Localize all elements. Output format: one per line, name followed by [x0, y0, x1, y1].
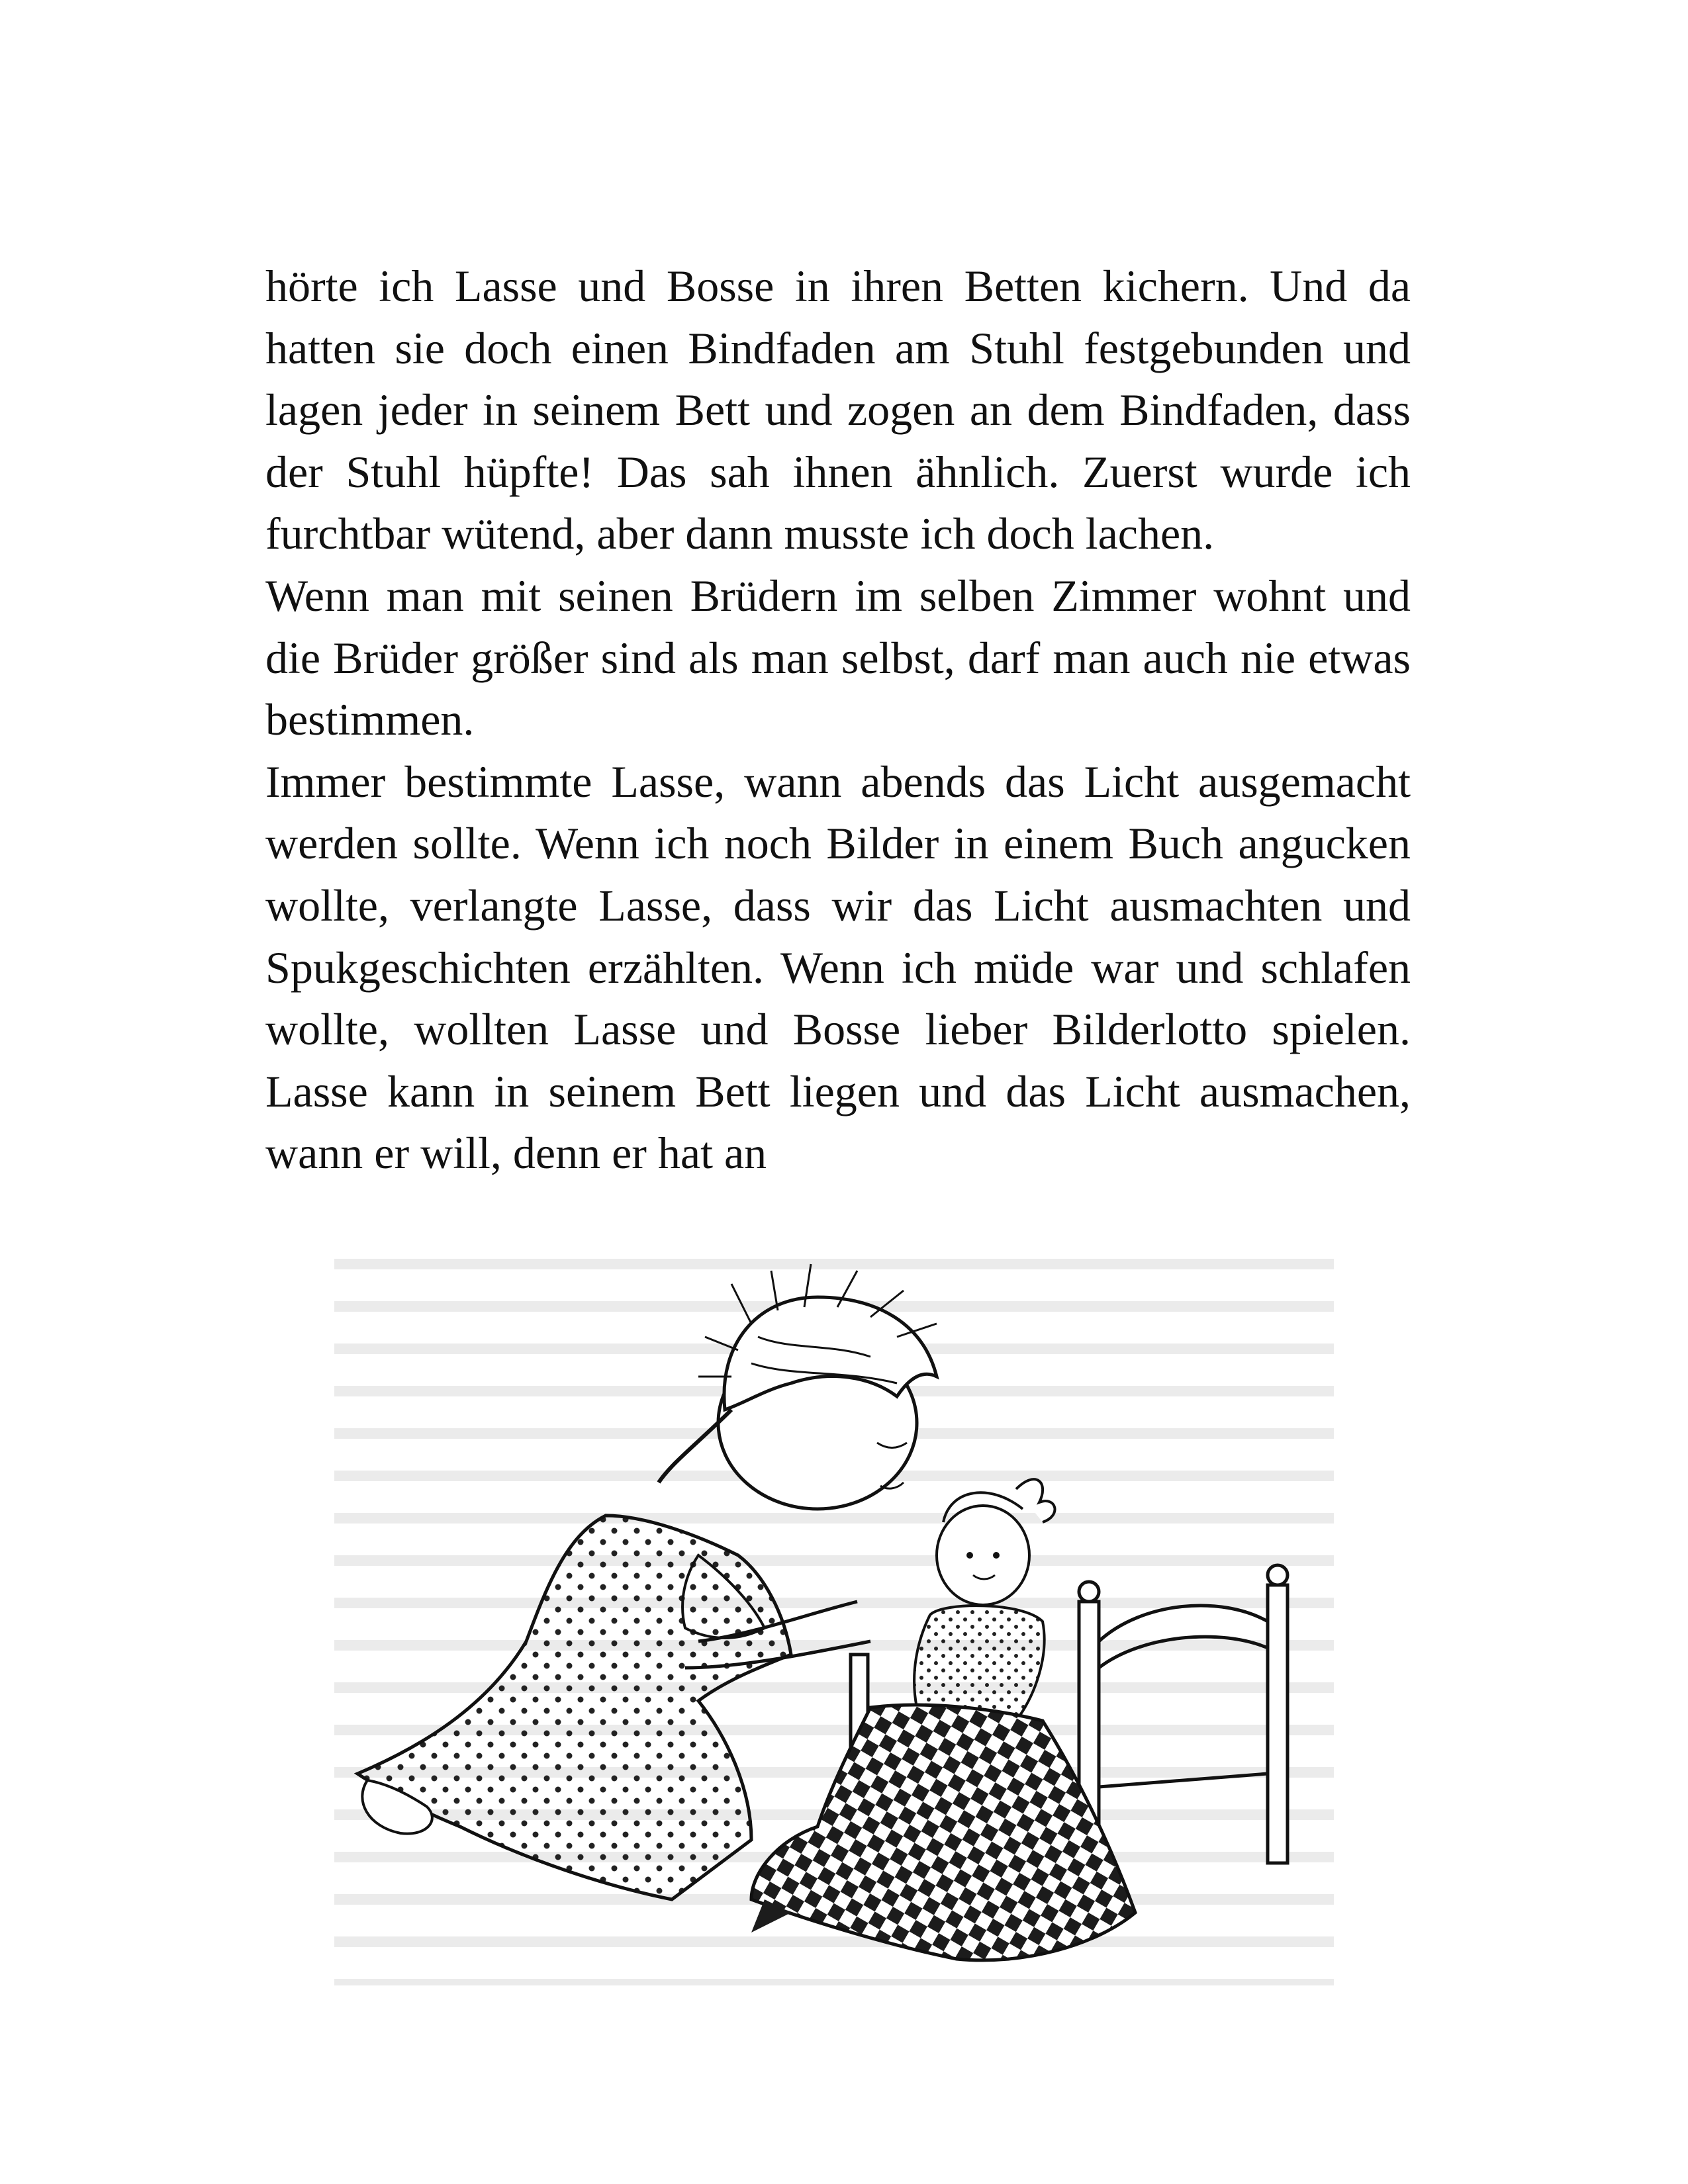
text-line: bestimmen. [265, 694, 475, 745]
text-line: Lasse kann in seinem Bett liegen und das Licht ausmachen, [265, 1066, 1411, 1116]
text-line: Immer bestimmte Lasse, wann abends das Licht ausgemacht [265, 756, 1411, 807]
girl-with-doll-illustration [328, 1244, 1350, 2025]
paragraph-2 [265, 565, 1411, 751]
text-line: werden sollte. Wenn ich noch Bilder in einem Buch angucken [265, 818, 1411, 869]
text-line: hatten sie doch einen Bindfaden am Stuhl festgebunden und [265, 322, 1411, 373]
text-line: Wenn man mit seinen Brüdern im selben Zimmer wohnt und [265, 570, 1411, 621]
body-text [265, 255, 1411, 1185]
text-line: lagen jeder in seinem Bett und zogen an dem Bindfaden, dass [265, 385, 1411, 435]
text-line: furchtbar wütend, aber dann musste ich doch lachen. [265, 508, 1215, 559]
paragraph-1 [265, 255, 1411, 565]
text-line: der Stuhl hüpfte! Das sah ihnen ähnlich. Zuerst wurde ich [265, 446, 1411, 497]
text-line: wann er will, denn er hat an [265, 1128, 767, 1179]
text-line: wollte, verlangte Lasse, dass wir das Licht ausmachten und [265, 880, 1411, 931]
paragraph-3 [265, 751, 1411, 1185]
text-line: Spukgeschichten erzählten. Wenn ich müde war und schlafen [265, 942, 1411, 993]
text-line: wollte, wollten Lasse und Bosse lieber Bilderlotto spielen. [265, 1004, 1411, 1055]
text-line: die Brüder größer sind als man selbst, darf man auch nie etwas [265, 632, 1411, 683]
text-line: hörte ich Lasse und Bosse in ihren Betten kichern. Und da [265, 261, 1411, 311]
doll-head [937, 1506, 1029, 1605]
illustration-drawing [328, 1244, 1350, 2025]
